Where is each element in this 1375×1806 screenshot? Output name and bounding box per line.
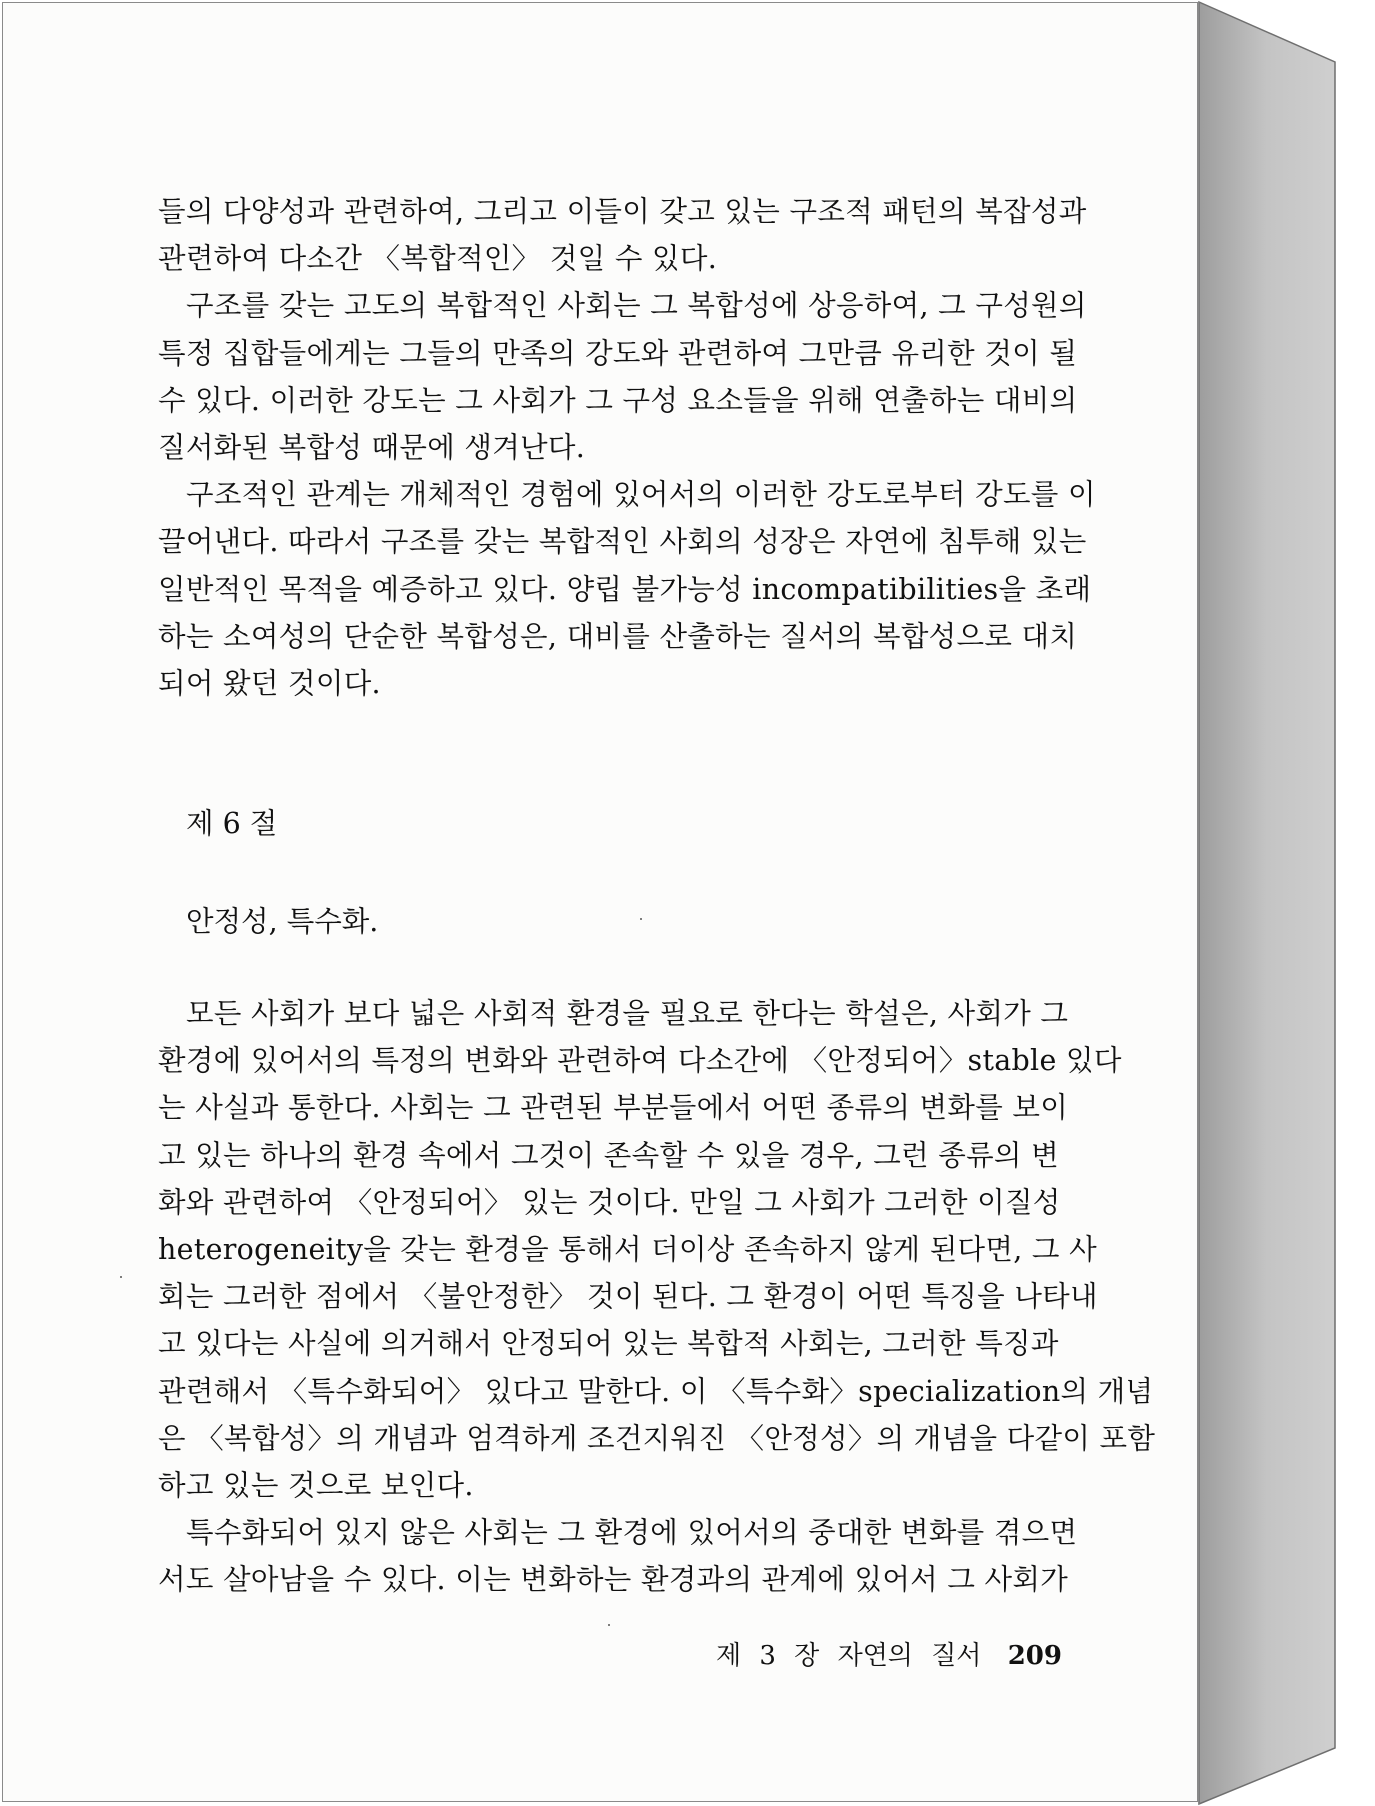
text-line: heterogeneity을 갖는 환경을 통해서 더이상 존속하지 않게 된다면, 그 사 — [158, 1232, 1097, 1266]
text-block-bottom — [158, 990, 1156, 1603]
text-line: 고 있는 하나의 환경 속에서 그것이 존속할 수 있을 경우, 그런 종류의 변 — [158, 1138, 1059, 1172]
text-line: 환경에 있어서의 특정의 변화와 관련하여 다소간에 〈안정되어〉stable 있다 — [158, 1044, 1122, 1078]
text-line: 은 〈복합성〉의 개념과 엄격하게 조건지워진 〈안정성〉의 개념을 다같이 포함 — [158, 1421, 1156, 1455]
section-title: 안정성, 특수화. — [186, 905, 379, 938]
text-line: 수 있다. 이러한 강도는 그 사회가 그 구성 요소들을 위해 연출하는 대비의 — [158, 383, 1078, 417]
text-block-top — [158, 188, 1096, 707]
scan-speck — [640, 918, 642, 920]
text-line: 끌어낸다. 따라서 구조를 갖는 복합적인 사회의 성장은 자연에 침투해 있는 — [158, 525, 1087, 559]
text-line: 는 사실과 통한다. 사회는 그 관련된 부분들에서 어떤 종류의 변화를 보이 — [158, 1091, 1069, 1125]
text-line: 관련하여 다소간 〈복합적인〉 것일 수 있다. — [158, 242, 718, 276]
text-line: 들의 다양성과 관련하여, 그리고 이들이 갖고 있는 구조적 패턴의 복잡성과 — [158, 195, 1087, 228]
text-line: 고 있다는 사실에 의거해서 안정되어 있는 복합적 사회는, 그러한 특징과 — [158, 1327, 1059, 1361]
text-line: 회는 그러한 점에서 〈불안정한〉 것이 된다. 그 환경이 어떤 특징을 나타내 — [158, 1280, 1098, 1314]
text-line: 되어 왔던 것이다. — [158, 666, 381, 700]
running-footer — [716, 1636, 1062, 1676]
footer-chapter: 제 3 장 — [716, 1641, 820, 1671]
scan-speck — [120, 1276, 122, 1278]
text-line: 모든 사회가 보다 넓은 사회적 환경을 필요로 한다는 학설은, 사회가 그 — [186, 997, 1069, 1030]
text-line: 하고 있는 것으로 보인다. — [158, 1468, 474, 1502]
text-line: 구조를 갖는 고도의 복합적인 사회는 그 복합성에 상응하여, 그 구성원의 — [186, 289, 1087, 323]
section-number: 제 6 절 — [186, 807, 278, 840]
text-line: 특정 집합들에게는 그들의 만족의 강도와 관련하여 그만큼 유리한 것이 될 — [158, 336, 1078, 370]
text-line: 화와 관련하여 〈안정되어〉 있는 것이다. 만일 그 사회가 그러한 이질성 — [158, 1185, 1061, 1219]
footer-title: 자연의 질서 — [837, 1641, 982, 1671]
text-line: 서도 살아남을 수 있다. 이는 변화하는 환경과의 관계에 있어서 그 사회가 — [158, 1563, 1069, 1597]
text-line: 질서화된 복합성 때문에 생겨난다. — [158, 430, 586, 464]
scan-speck — [608, 1624, 610, 1626]
page-number: 209 — [1007, 1641, 1062, 1671]
text-line: 특수화되어 있지 않은 사회는 그 환경에 있어서의 중대한 변화를 겪으면 — [186, 1516, 1078, 1550]
text-line: 하는 소여성의 단순한 복합성은, 대비를 산출하는 질서의 복합성으로 대치 — [158, 619, 1078, 653]
text-line: 구조적인 관계는 개체적인 경험에 있어서의 이러한 강도로부터 강도를 이 — [186, 478, 1096, 512]
text-line: 일반적인 목적을 예증하고 있다. 양립 불가능성 incompatibilities을 초래 — [158, 572, 1092, 606]
text-line: 관련해서 〈특수화되어〉 있다고 말한다. 이 〈특수화〉specialization의 개념 — [158, 1374, 1154, 1408]
